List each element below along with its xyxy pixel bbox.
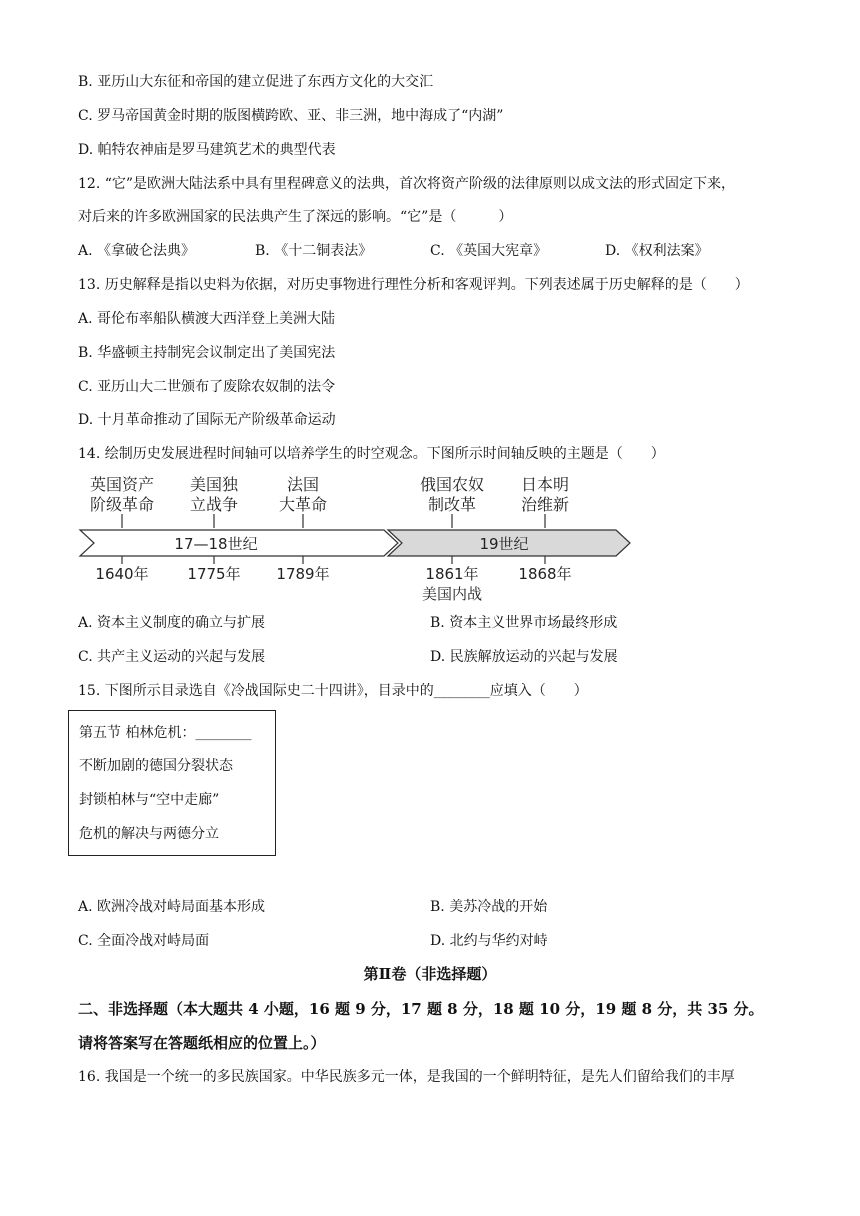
q13-option-c: C. 亚历山大二世颁布了废除农奴制的法令 — [78, 379, 336, 395]
q14-option-a: A. 资本主义制度的确立与扩展 — [78, 615, 266, 631]
q12-stem-line2: 对后来的许多欧洲国家的民法典产生了深远的影响。“它”是（ ） — [78, 209, 513, 225]
q15-option-a: A. 欧洲冷战对峙局面基本形成 — [78, 899, 266, 915]
q12-option-b: B. 《十二铜表法》 — [255, 243, 373, 259]
q14-stem: 14. 绘制历史发展进程时间轴可以培养学生的时空观念。下图所示时间轴反映的主题是（ ） — [78, 446, 665, 462]
timeline-figure — [76, 472, 636, 608]
q15-option-b: B. 美苏冷战的开始 — [430, 899, 548, 915]
timeline-year-4: 1861年 — [425, 565, 479, 583]
q12-option-c: C. 《英国大宪章》 — [430, 243, 548, 259]
q14-option-c: C. 共产主义运动的兴起与发展 — [78, 649, 266, 665]
q14-option-d: D. 民族解放运动的兴起与发展 — [430, 649, 618, 665]
q14-option-b: B. 资本主义世界市场最终形成 — [430, 615, 618, 631]
part2-heading-line2: 请将答案写在答题纸相应的位置上。） — [78, 1034, 326, 1052]
timeline-event-5-line1: 日本明 — [520, 475, 570, 494]
timeline-event-3-line2: 大革命 — [278, 495, 328, 514]
timeline-event-bottom: 美国内战 — [421, 585, 483, 603]
q12-stem-line1: 12. “它”是欧洲大陆法系中具有里程碑意义的法典，首次将资产阶级的法律原则以成文法的形式固定下来， — [78, 176, 736, 192]
segment-label-19c: 19世纪 — [479, 535, 529, 553]
q16-stem: 16. 我国是一个统一的多民族国家。中华民族多元一体，是我国的一个鲜明特征，是先人们留给我们的丰厚 — [78, 1069, 735, 1085]
q15-option-c: C. 全面冷战对峙局面 — [78, 933, 210, 949]
segment-label-17-18c: 17—18世纪 — [174, 535, 258, 553]
timeline-event-2-line2: 立战争 — [189, 495, 239, 514]
q15-option-d: D. 北约与华约对峙 — [430, 933, 548, 949]
part2-heading-line1: 二、非选择题（本大题共 4 小题，16 题 9 分，17 题 8 分，18 题 10 分，19 题 8 分，共 35 分。 — [78, 1000, 764, 1018]
table-of-contents-box — [68, 710, 276, 856]
timeline-year-5: 1868年 — [518, 565, 572, 583]
timeline-event-3-line1: 法国 — [286, 475, 320, 494]
timeline-year-1: 1640年 — [95, 565, 149, 583]
timeline-event-4-line1: 俄国农奴 — [419, 475, 485, 494]
q11-option-c: C. 罗马帝国黄金时期的版图横跨欧、亚、非三洲，地中海成了“内湖” — [78, 108, 504, 124]
timeline-year-3: 1789年 — [276, 565, 330, 583]
timeline-event-4-line2: 制改革 — [427, 495, 477, 514]
toc-line-1: 第五节 柏林危机：________ — [79, 725, 252, 741]
toc-line-4: 危机的解决与两德分立 — [79, 826, 219, 842]
q12-option-d: D. 《权利法案》 — [605, 243, 709, 259]
q11-option-b: B. 亚历山大东征和帝国的建立促进了东西方文化的大交汇 — [78, 74, 434, 90]
timeline-event-5-line2: 治维新 — [520, 495, 570, 514]
q13-option-d: D. 十月革命推动了国际无产阶级革命运动 — [78, 412, 336, 428]
toc-line-3: 封锁柏林与“空中走廊” — [79, 792, 220, 808]
q13-stem: 13. 历史解释是指以史料为依据，对历史事物进行理性分析和客观评判。下列表述属于历史解释的是（ ） — [78, 277, 749, 293]
timeline-event-2-line1: 美国独 — [189, 475, 239, 494]
q12-option-a: A. 《拿破仑法典》 — [78, 243, 196, 259]
timeline-event-1-line2: 阶级革命 — [89, 495, 155, 514]
part2-title: 第Ⅱ卷（非选择题） — [363, 965, 497, 983]
q15-stem: 15. 下图所示目录选自《冷战国际史二十四讲》，目录中的________应填入（ ） — [78, 683, 588, 699]
toc-line-2: 不断加剧的德国分裂状态 — [79, 758, 233, 774]
q13-option-b: B. 华盛顿主持制宪会议制定出了美国宪法 — [78, 345, 336, 361]
timeline-year-2: 1775年 — [187, 565, 241, 583]
timeline-event-1-line1: 英国资产 — [89, 475, 155, 494]
q11-option-d: D. 帕特农神庙是罗马建筑艺术的典型代表 — [78, 142, 336, 158]
q13-option-a: A. 哥伦布率船队横渡大西洋登上美洲大陆 — [78, 311, 336, 327]
